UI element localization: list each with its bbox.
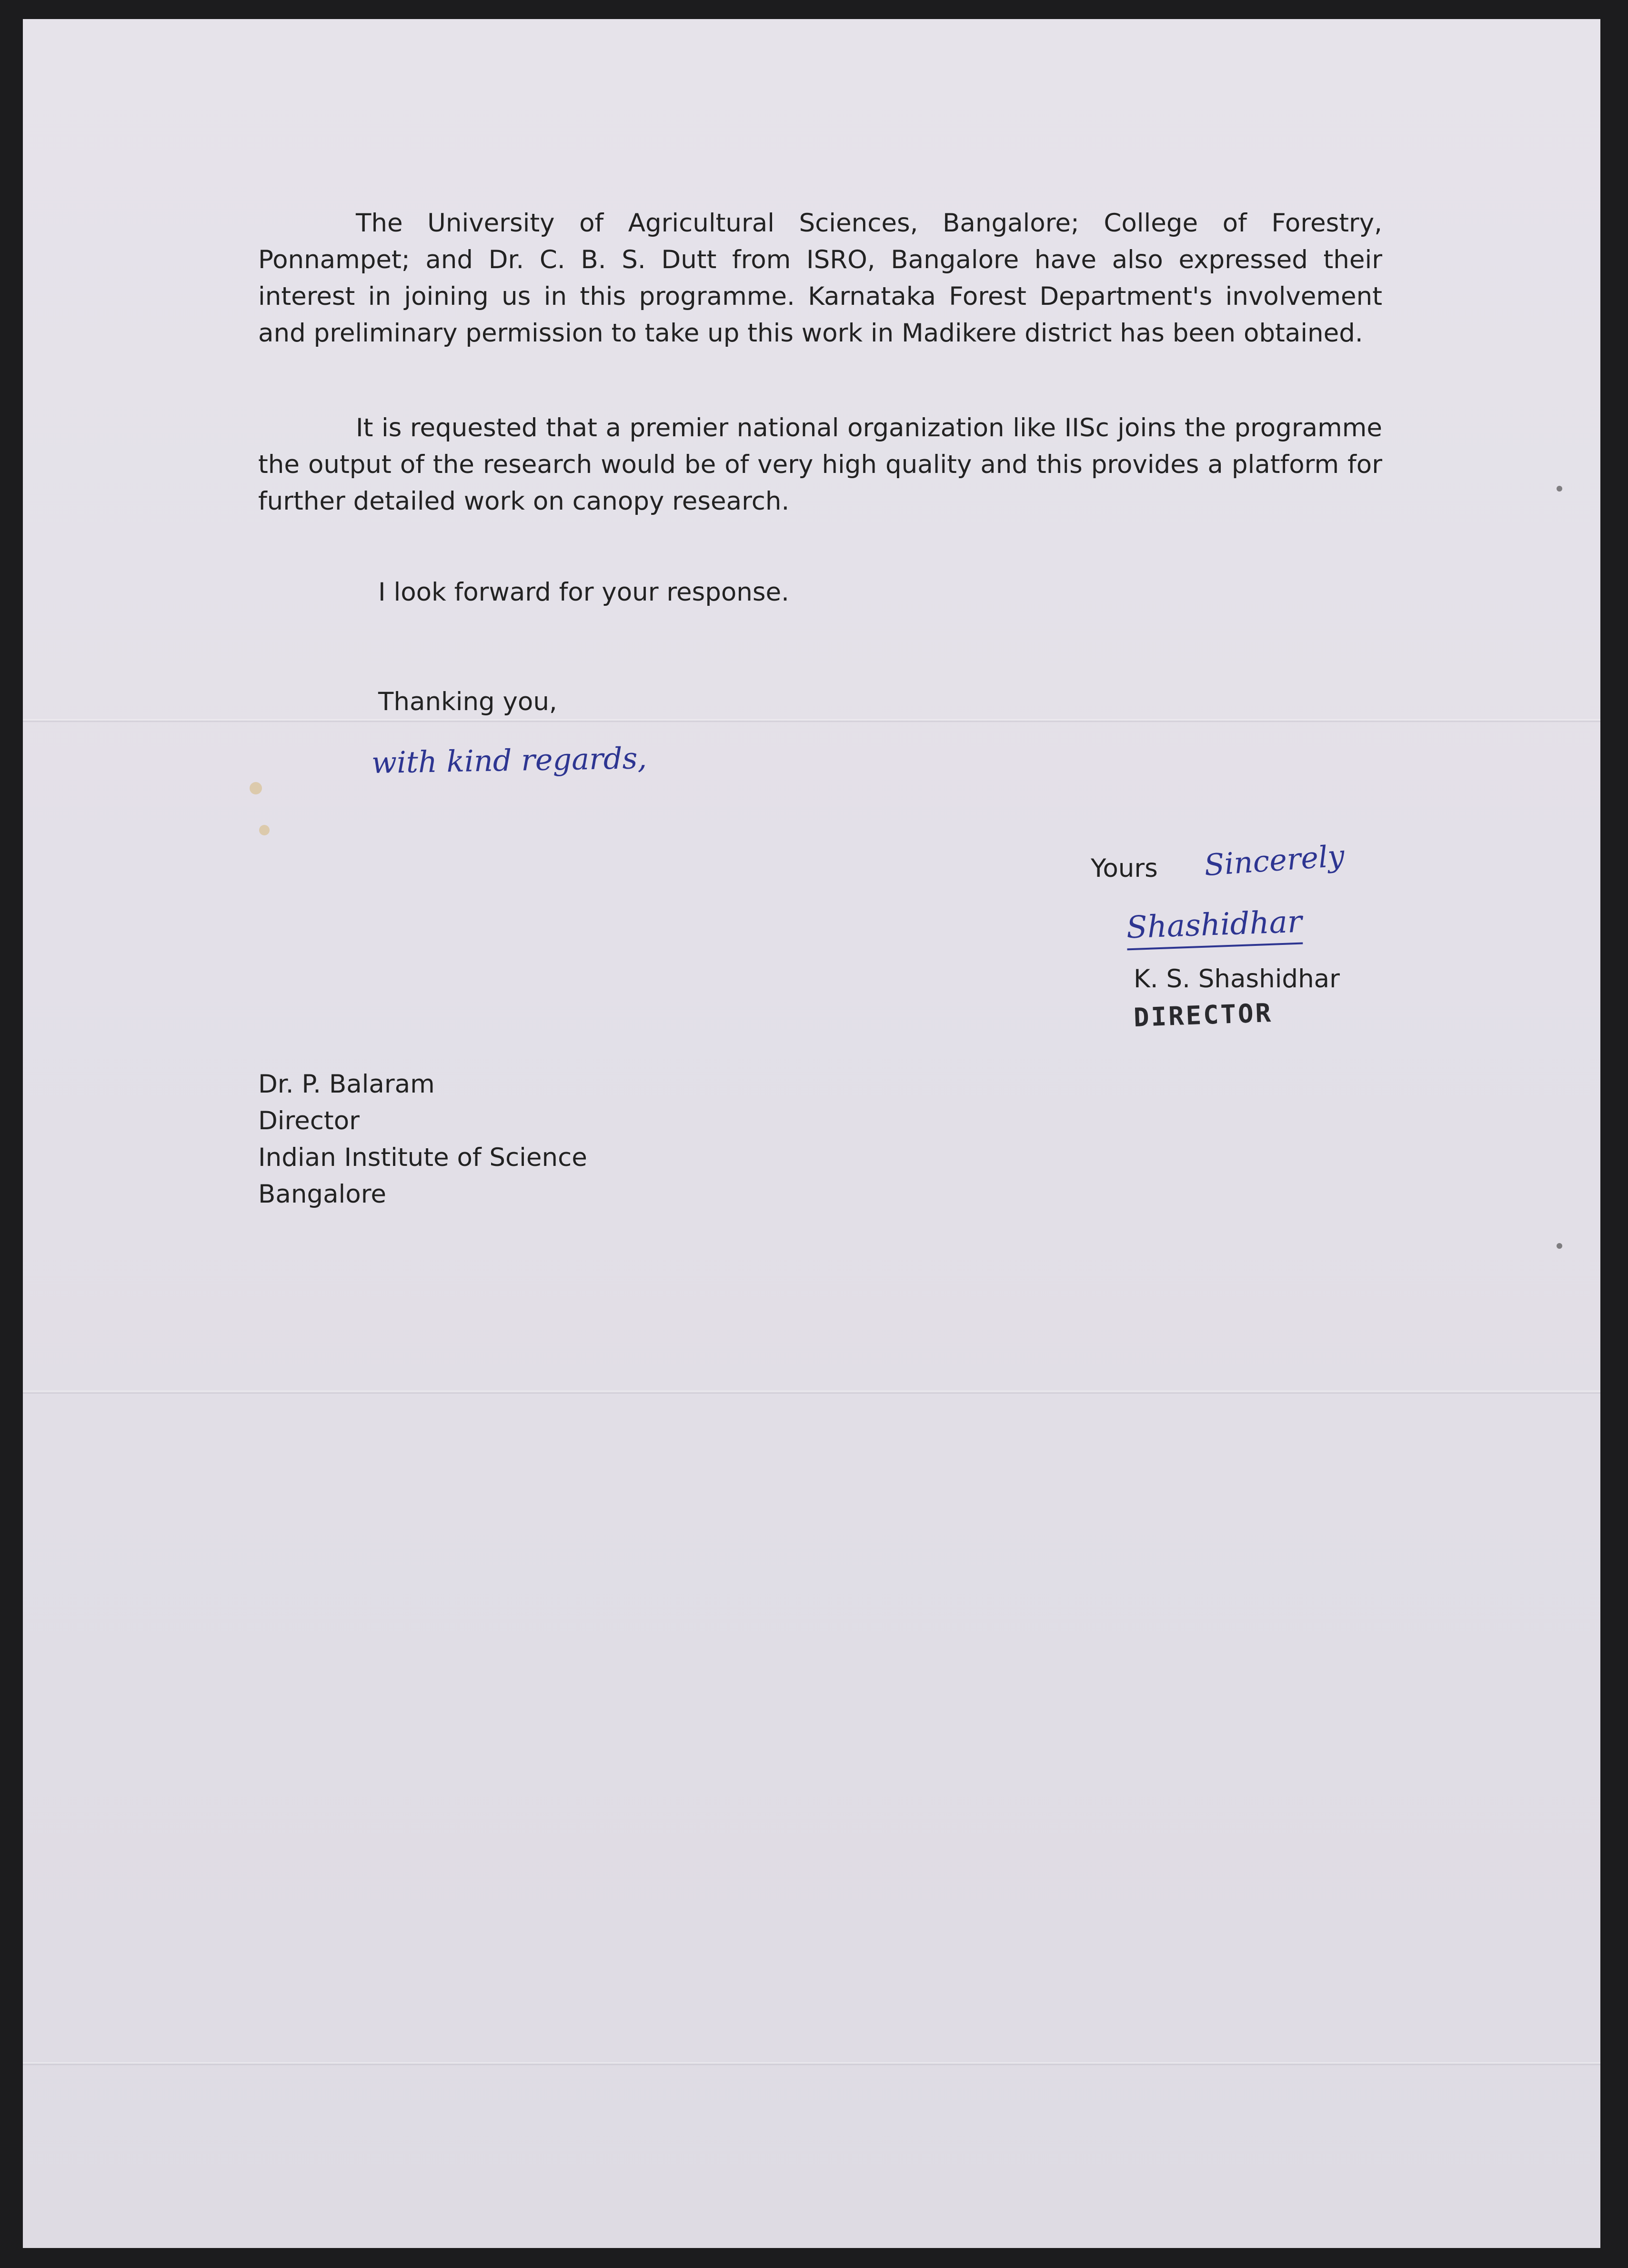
paper-speck <box>1557 1243 1562 1249</box>
paper-fold-line <box>23 2062 1600 2065</box>
handwritten-sincerely: Sincerely <box>1203 838 1346 883</box>
paper-fold-line <box>23 719 1600 722</box>
director-title-stamp: DIRECTOR <box>1133 997 1274 1033</box>
addressee-title: Director <box>258 1106 360 1135</box>
addressee-block <box>258 1066 587 1213</box>
handwritten-regards: with kind regards, <box>371 740 647 781</box>
yours-label: Yours <box>1091 854 1158 883</box>
addressee-institution: Indian Institute of Science <box>258 1143 587 1172</box>
closing-line: I look forward for your response. <box>378 578 789 607</box>
addressee-name: Dr. P. Balaram <box>258 1070 435 1099</box>
signatory-name: K. S. Shashidhar <box>1134 964 1340 994</box>
signature: Shashidhar <box>1126 904 1303 951</box>
thanking-line: Thanking you, <box>378 687 557 716</box>
addressee-city: Bangalore <box>258 1180 386 1209</box>
paper-stain <box>250 782 262 794</box>
paper-fold-line <box>23 1391 1600 1394</box>
body-paragraph-request: It is requested that a premier national organization like IISc joins the programme the output of the research would be of very high quality and this provides a platform for further detailed work on canopy research. <box>258 413 1382 516</box>
paper-stain <box>259 825 270 835</box>
body-paragraph-collaborators: The University of Agricultural Sciences, Bangalore; College of Forestry, Ponnampet; and Dr. C. B. S. Dutt from ISRO, Bangalore have also expressed their interest in joining us in this programme. Karnataka Forest Department's involvement and preliminary permission to take up this work in Madikere district has been obtained. <box>258 209 1382 348</box>
paper-speck <box>1557 486 1562 492</box>
